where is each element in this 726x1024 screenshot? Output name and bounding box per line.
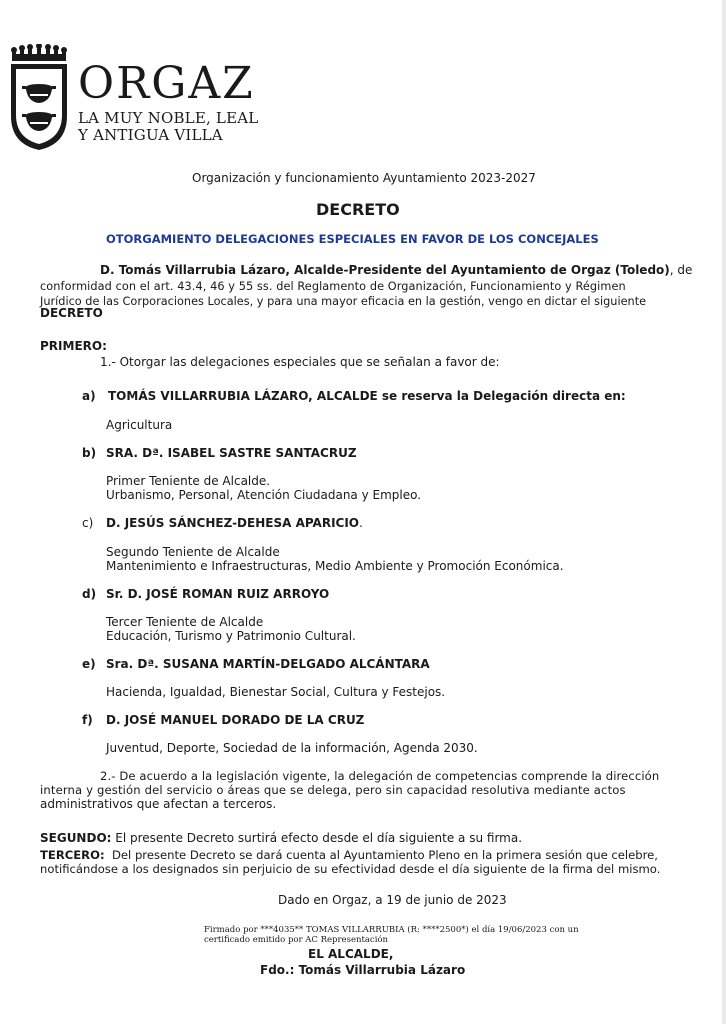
item-letter-e: e) [82, 657, 96, 671]
item-name-e: Sra. Dª. SUSANA MARTÍN-DELGADO ALCÁNTARA [106, 657, 430, 671]
tercero-heading: TERCERO: [40, 848, 105, 862]
primero-point2-line2: interna y gestión del servicio o áreas que se delega, pero sin capacidad resolutiva mediante actos [40, 783, 626, 797]
item-letter-b: b) [82, 446, 97, 460]
item-line-a-1: Agricultura [106, 418, 173, 432]
primero-point2-line1: 2.- De acuerdo a la legislación vigente, la delegación de competencias comprende la dirección [100, 769, 660, 783]
item-line-b-2: Urbanismo, Personal, Atención Ciudadana y Empleo. [106, 488, 422, 502]
item-letter-f: f) [82, 713, 93, 727]
brand-name: ORGAZ [78, 58, 255, 109]
intro-line2: conformidad con el art. 43.4, 46 y 55 ss. del Reglamento de Organización, Funcionamiento y Régimen [40, 280, 626, 293]
intro-line3: Jurídico de las Corporaciones Locales, y para una mayor eficacia en la gestión, vengo en dictar el siguiente [40, 295, 647, 308]
page-edge [722, 0, 726, 1024]
tercero-text: Del presente Decreto se dará cuenta al Ayuntamiento Pleno en la primera sesión que celebre, [104, 848, 658, 862]
signer-name: Fdo.: Tomás Villarrubia Lázaro [260, 963, 466, 977]
primero-point1: 1.- Otorgar las delegaciones especiales que se señalan a favor de: [100, 355, 500, 369]
coat-of-arms-logo [8, 44, 70, 152]
brand-motto-line1: LA MUY NOBLE, LEAL [78, 109, 259, 127]
item-line-c-1: Segundo Teniente de Alcalde [106, 545, 280, 559]
item-line-b-1: Primer Teniente de Alcalde. [106, 474, 271, 488]
item-line-f-1: Juventud, Deporte, Sociedad de la información, Agenda 2030. [106, 741, 478, 755]
signer-role: EL ALCALDE, [308, 947, 394, 961]
item-name-c-suffix: . [359, 516, 363, 530]
document-title: DECRETO [316, 200, 400, 219]
item-letter-c: c) [82, 516, 94, 530]
mayor-name: D. Tomás Villarrubia Lázaro, Alcalde-Presidente del Ayuntamiento de Orgaz (Toledo) [100, 263, 670, 277]
item-line-e-1: Hacienda, Igualdad, Bienestar Social, Cultura y Festejos. [106, 685, 446, 699]
date-line: Dado en Orgaz, a 19 de junio de 2023 [278, 893, 507, 907]
primero-point2-line3: administrativos que afectan a terceros. [40, 797, 277, 811]
item-letter-d: d) [82, 587, 97, 601]
brand-motto-line2: Y ANTIGUA VILLA [78, 126, 223, 144]
item-line-c-2: Mantenimiento e Infraestructuras, Medio Ambiente y Promoción Económica. [106, 559, 564, 573]
electronic-signature-line2: certificado emitido por AC Representación [204, 935, 389, 945]
tercero-line2: notificándose a los designados sin perjuicio de su efectividad desde el día siguiente de la firma del mismo. [40, 862, 661, 876]
document-header: Organización y funcionamiento Ayuntamiento 2023-2027 [192, 171, 536, 185]
segundo-text: El presente Decreto surtirá efecto desde el día siguiente a su firma. [111, 831, 523, 845]
item-name-d: Sr. D. JOSÉ ROMAN RUIZ ARROYO [106, 587, 330, 601]
item-name-a: TOMÁS VILLARRUBIA LÁZARO, ALCALDE se reserva la Delegación directa en: [108, 389, 626, 403]
item-line-d-2: Educación, Turismo y Patrimonio Cultural. [106, 629, 356, 643]
primero-heading: PRIMERO: [40, 339, 107, 353]
item-line-d-1: Tercer Teniente de Alcalde [106, 615, 264, 629]
segundo-paragraph [40, 831, 522, 846]
segundo-heading: SEGUNDO: [40, 831, 112, 845]
tercero-line1 [40, 848, 658, 863]
intro-line1 [100, 263, 692, 278]
electronic-signature-line1: Firmado por ***4035** TOMAS VILLARRUBIA (R: ****2500*) el día 19/06/2023 con un [204, 925, 579, 935]
intro-line1-rest: , de [669, 263, 693, 277]
item-letter-a: a) [82, 389, 96, 403]
item-name-c-wrap [106, 516, 363, 531]
item-name-c: D. JESÚS SÁNCHEZ-DEHESA APARICIO [106, 516, 360, 530]
item-name-f: D. JOSÉ MANUEL DORADO DE LA CRUZ [106, 713, 365, 727]
item-name-b: SRA. Dª. ISABEL SASTRE SANTACRUZ [106, 446, 357, 460]
municipality-brand [78, 58, 259, 144]
document-subtitle: OTORGAMIENTO DELEGACIONES ESPECIALES EN FAVOR DE LOS CONCEJALES [106, 232, 599, 246]
intro-line4: DECRETO [40, 306, 103, 320]
